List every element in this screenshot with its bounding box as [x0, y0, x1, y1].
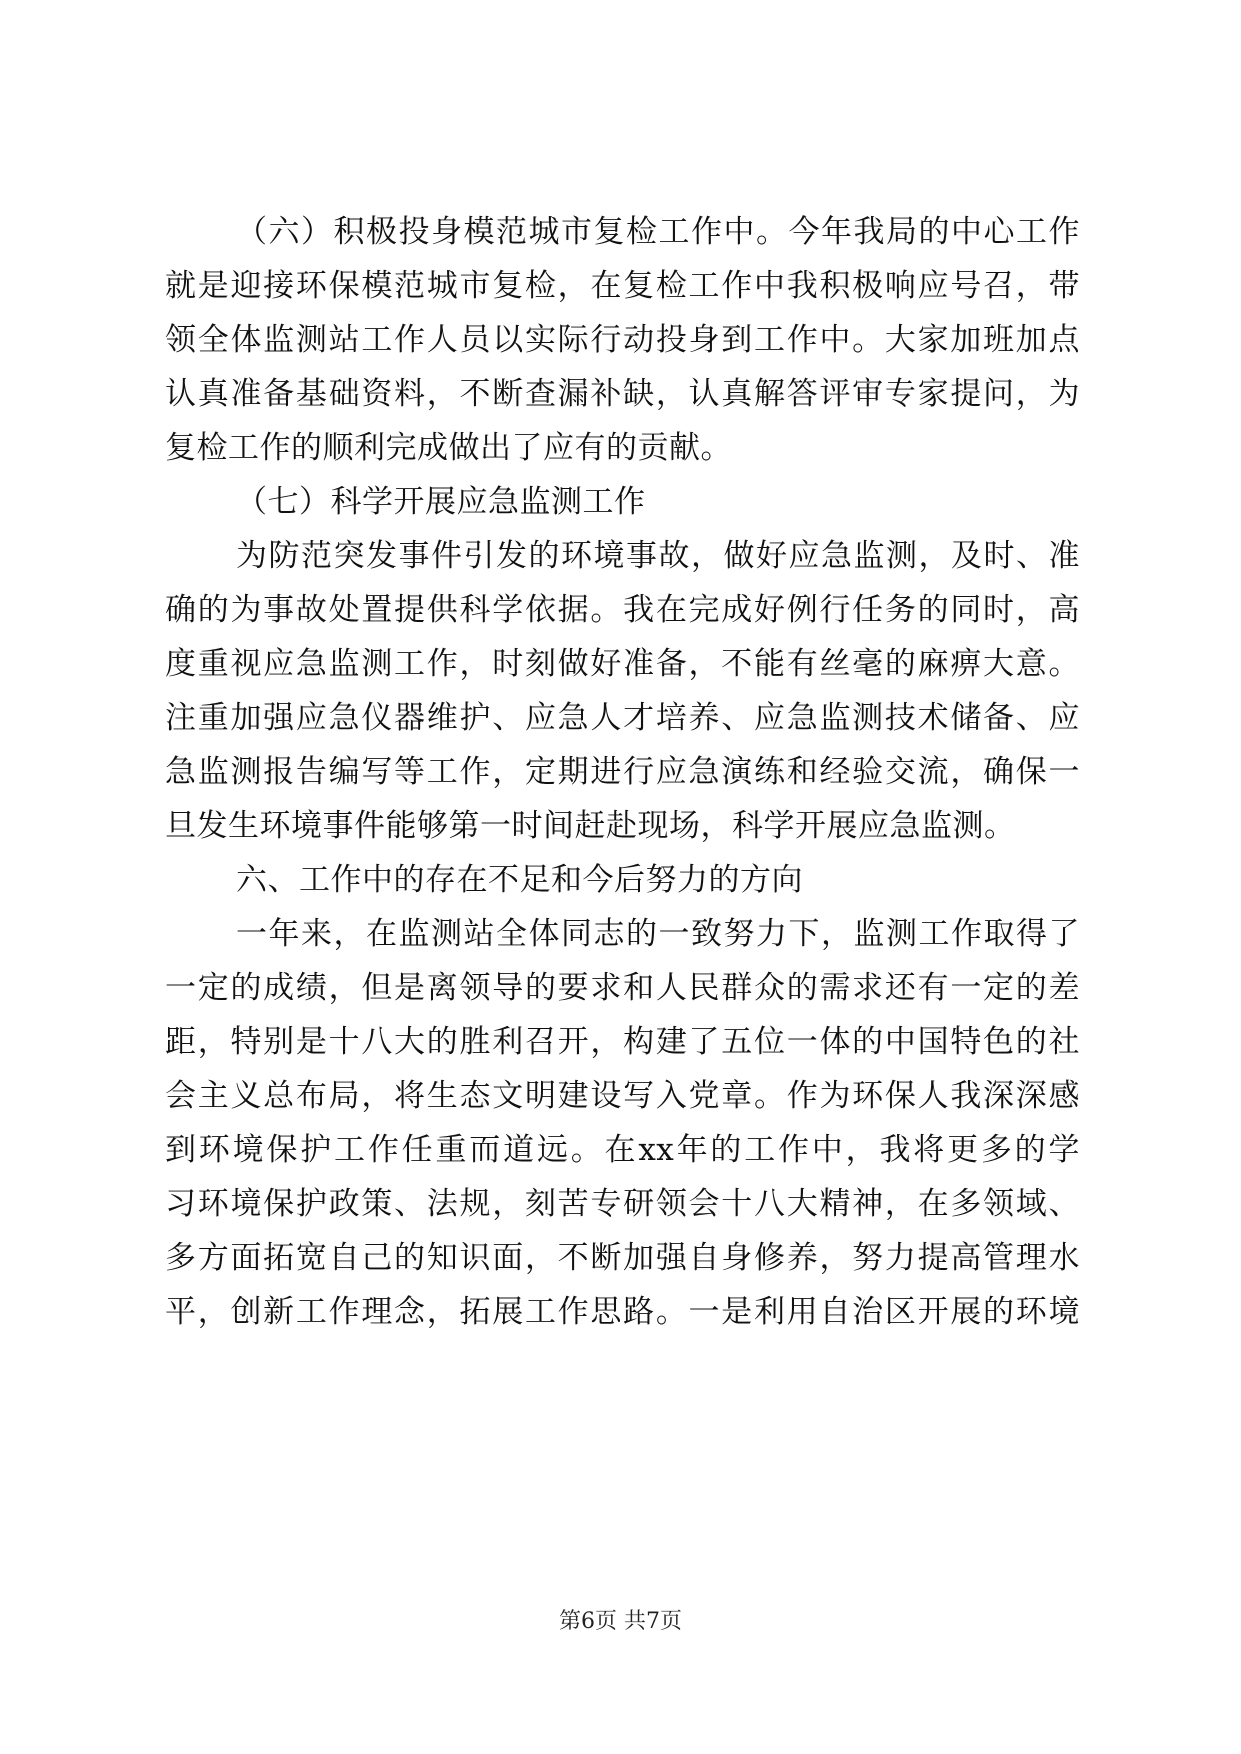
section-heading-6: 六、工作中的存在不足和今后努力的方向: [236, 862, 803, 898]
paragraph-line-18: 到环境保护工作任重而道远。在xx年的工作中，我将更多的学: [165, 1132, 1080, 1168]
paragraph-line-17: 会主义总布局，将生态文明建设写入党章。作为环保人我深深感: [165, 1078, 1080, 1114]
paragraph-line-16: 距，特别是十八大的胜利召开，构建了五位一体的中国特色的社: [165, 1024, 1080, 1060]
paragraph-line-19: 习环境保护政策、法规，刻苦专研领会十八大精神，在多领域、: [165, 1186, 1080, 1222]
paragraph-line-3: 领全体监测站工作人员以实际行动投身到工作中。大家加班加点: [165, 322, 1080, 358]
paragraph-line-21: 平，创新工作理念，拓展工作思路。一是利用自治区开展的环境: [165, 1294, 1080, 1330]
paragraph-line-8: 确的为事故处置提供科学依据。我在完成好例行任务的同时，高: [165, 592, 1080, 628]
paragraph-line-11: 急监测报告编写等工作，定期进行应急演练和经验交流，确保一: [165, 754, 1080, 790]
paragraph-line-12: 旦发生环境事件能够第一时间赶赴现场，科学开展应急监测。: [165, 808, 1016, 844]
paragraph-line-1: （六）积极投身模范城市复检工作中。今年我局的中心工作: [236, 214, 1080, 250]
page-footer: [0, 1607, 1241, 1637]
section-heading-7: （七）科学开展应急监测工作: [236, 484, 646, 520]
paragraph-line-14: 一年来，在监测站全体同志的一致努力下，监测工作取得了: [236, 916, 1080, 952]
paragraph-line-2: 就是迎接环保模范城市复检，在复检工作中我积极响应号召，带: [165, 268, 1080, 304]
paragraph-line-5: 复检工作的顺利完成做出了应有的贡献。: [165, 430, 732, 466]
page-indicator: 第6页 共7页: [559, 1609, 682, 1634]
paragraph-line-15: 一定的成绩，但是离领导的要求和人民群众的需求还有一定的差: [165, 970, 1080, 1006]
paragraph-line-10: 注重加强应急仪器维护、应急人才培养、应急监测技术储备、应: [165, 700, 1080, 736]
paragraph-line-9: 度重视应急监测工作，时刻做好准备，不能有丝毫的麻痹大意。: [165, 646, 1080, 682]
paragraph-line-20: 多方面拓宽自己的知识面，不断加强自身修养，努力提高管理水: [165, 1240, 1080, 1276]
paragraph-line-4: 认真准备基础资料，不断查漏补缺，认真解答评审专家提问，为: [165, 376, 1080, 412]
paragraph-line-7: 为防范突发事件引发的环境事故，做好应急监测，及时、准: [236, 538, 1080, 574]
